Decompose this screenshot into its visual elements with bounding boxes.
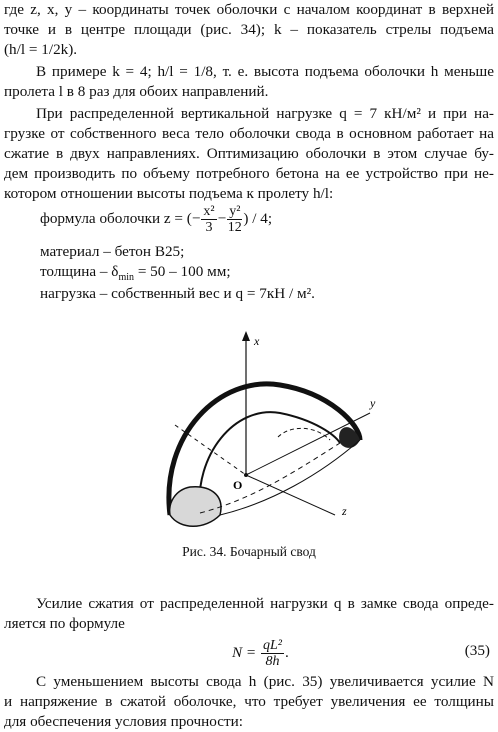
- text-line: где z, x, y – координаты точек оболочки с началом координат в верхней: [4, 1, 494, 18]
- minus-sign: −: [217, 210, 227, 227]
- text-line: грузке от собственного веса тело оболочки свода в основном работает на: [4, 125, 494, 142]
- equation-body: [232, 634, 289, 672]
- text-line: сжатие в двух направлениях. Оптимизацию оболочки в этом случае бу-: [4, 145, 494, 162]
- text-line: дем производить по объему потребного бетона на ее устройство при не-: [4, 165, 494, 182]
- material-line: материал – бетон В25;: [40, 243, 185, 260]
- text-line: ляется по формуле: [4, 615, 125, 632]
- equation-number: (35): [464, 642, 490, 659]
- load-line: нагрузка – собственный вес и q = 7кН / м².: [40, 285, 315, 302]
- text-line: (h/l = 1/2k).: [4, 41, 78, 58]
- barrel-vault-figure: [130, 325, 380, 530]
- thickness-prefix: толщина – δ: [40, 263, 119, 280]
- fraction: [201, 204, 216, 235]
- formula-suffix: ) / 4;: [243, 210, 273, 227]
- arch-base-front: [170, 487, 221, 527]
- equation-period: .: [284, 644, 289, 661]
- dashed-arch: [278, 428, 330, 440]
- numerator: y²: [229, 204, 241, 220]
- equation-numerator: qL²: [262, 638, 282, 654]
- origin-label: O: [233, 478, 243, 492]
- equation-denominator: 8h: [265, 654, 280, 670]
- fraction: [227, 204, 242, 235]
- x-axis-arrow: [242, 331, 250, 341]
- thickness-suffix: = 50 – 100 мм;: [134, 263, 231, 280]
- formula-prefix: формула оболочки z = (−: [40, 210, 201, 227]
- equation-35: [0, 626, 498, 670]
- text-line: Усилие сжатия от распределенной нагрузки q в замке свода опреде-: [36, 595, 494, 612]
- text-line: для обеспечения условия прочности:: [4, 713, 243, 730]
- text-line: точке и в центре площади (рис. 34); k – показатель стрелы подъема: [4, 21, 494, 38]
- text-line: При распределенной вертикальной нагрузке q = 7 кН/м² и при на-: [36, 105, 494, 122]
- y-axis-label: y: [370, 396, 376, 410]
- z-axis-label: z: [342, 504, 347, 518]
- equation-fraction: [261, 638, 284, 669]
- text-line: котором отношении высоты подъема к пролету h/l:: [4, 185, 334, 202]
- numerator: x²: [203, 204, 215, 220]
- figure-caption: Рис. 34. Бочарный свод: [182, 544, 316, 559]
- equation-lhs: N =: [232, 644, 257, 661]
- z-axis-line: [246, 475, 335, 515]
- shell-formula: [40, 200, 272, 238]
- text-line: и напряжение в сжатой оболочке, что требует увеличения ее толщины: [4, 693, 494, 710]
- denominator: 3: [205, 220, 213, 236]
- x-axis-label: x: [254, 334, 260, 348]
- text-line: В примере k = 4; h/l = 1/8, т. е. высота подъема оболочки h меньше: [36, 63, 494, 80]
- text-line: С уменьшением высоты свода h (рис. 35) увеличивается усилие N: [36, 673, 494, 690]
- origin-point: [244, 473, 248, 477]
- thickness-sub: min: [118, 272, 135, 284]
- text-line: пролета l в 8 раз для обоих направлений.: [4, 83, 269, 100]
- denominator: 12: [227, 220, 242, 236]
